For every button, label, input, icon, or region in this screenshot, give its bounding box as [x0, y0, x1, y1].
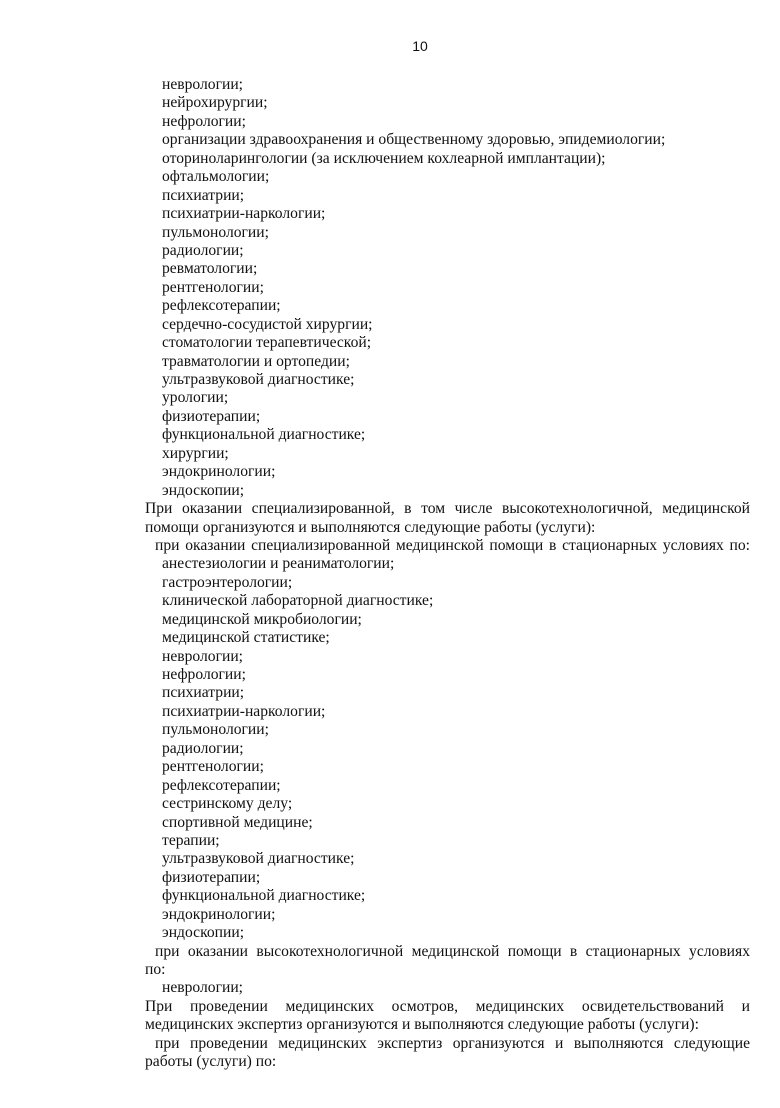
list-item: функциональной диагностике; [162, 426, 366, 444]
paragraph-line: по: [145, 961, 166, 978]
list-item: физиотерапии; [162, 407, 261, 425]
list-item: ревматологии; [162, 260, 258, 278]
list-item: эндоскопии; [162, 481, 245, 499]
list-item: пульмонологии; [162, 721, 269, 739]
list-item: рентгенологии; [162, 758, 264, 776]
list-item: сестринскому делу; [162, 795, 293, 813]
list-item: психиатрии-наркологии; [162, 205, 326, 223]
subheading-line: при оказании специализированной медицинской помощи в стационарных условиях по: [155, 536, 750, 554]
list-item: эндокринологии; [162, 463, 276, 481]
list-item: урологии; [162, 389, 229, 407]
list-item: клинической лабораторной диагностике; [162, 592, 434, 610]
list-item: офтальмологии; [162, 168, 270, 186]
list-item: психиатрии; [162, 186, 245, 204]
list-item: медицинской статистике; [162, 629, 330, 647]
list-item: психиатрии-наркологии; [162, 702, 326, 720]
list-item: психиатрии; [162, 684, 245, 702]
list-item: нейрохирургии; [162, 94, 268, 112]
list-item: эндокринологии; [162, 905, 276, 923]
list-item: неврологии; [162, 76, 244, 93]
list-item: ультразвуковой диагностике; [162, 850, 355, 868]
paragraph-line: работы (услуги) по: [145, 1053, 277, 1071]
subheading-line: при проведении медицинских экспертиз организуются и выполняются следующие [155, 1034, 750, 1052]
list-item: неврологии; [162, 647, 244, 665]
list-item: радиологии; [162, 241, 244, 259]
paragraph-line: При проведении медицинских осмотров, медицинских освидетельствований и [145, 997, 750, 1015]
page-number: 10 [412, 38, 428, 54]
subheading-line: при оказании высокотехнологичной медицинской помощи в стационарных условиях [155, 942, 750, 960]
list-item: ультразвуковой диагностике; [162, 371, 355, 388]
list-item: хирургии; [162, 444, 229, 462]
list-item: рефлексотерапии; [162, 297, 281, 315]
list-item: сердечно-сосудистой хирургии; [162, 315, 373, 333]
list-item: неврологии; [162, 979, 244, 997]
list-item: анестезиологии и реаниматологии; [162, 555, 395, 573]
paragraph-line: медицинских экспертиз организуются и выполняются следующие работы (услуги): [145, 1016, 699, 1034]
list-item: эндоскопии; [162, 924, 245, 942]
list-item: стоматологии терапевтической; [162, 334, 372, 352]
list-item: организации здравоохранения и общественному здоровью, эпидемиологии; [162, 131, 666, 149]
list-item: радиологии; [162, 739, 244, 757]
paragraph-line: помощи организуются и выполняются следующие работы (услуги): [145, 518, 596, 536]
list-item: оториноларингологии (за исключением кохлеарной имплантации); [162, 149, 606, 167]
list-item: травматологии и ортопедии; [162, 352, 350, 370]
list-item: нефрологии; [162, 112, 246, 130]
paragraph-line: При оказании специализированной, в том числе высокотехнологичной, медицинской [145, 500, 750, 518]
list-item: нефрологии; [162, 666, 246, 683]
document-body [145, 76, 750, 1072]
list-item: рефлексотерапии; [162, 776, 281, 794]
list-item: пульмонологии; [162, 223, 269, 241]
list-item: функциональной диагностике; [162, 887, 366, 905]
list-item: физиотерапии; [162, 868, 261, 886]
list-item: гастроэнтерологии; [162, 573, 293, 591]
list-item: рентгенологии; [162, 278, 264, 296]
list-item: медицинской микробиологии; [162, 610, 362, 628]
list-item: терапии; [162, 831, 220, 849]
list-item: спортивной медицине; [162, 813, 313, 831]
